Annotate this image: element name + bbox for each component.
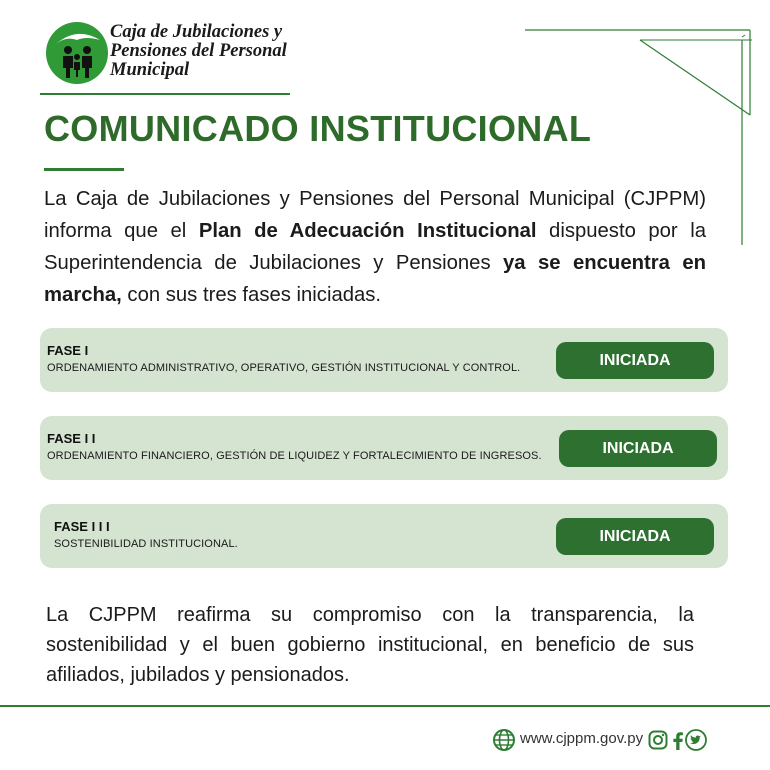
- page-title: COMUNICADO INSTITUCIONAL: [44, 108, 592, 149]
- logo-line-3: Municipal: [110, 60, 190, 80]
- footer-divider: [0, 705, 770, 707]
- intro-bold-status: ya se encuentra en marcha,: [44, 252, 706, 306]
- intro-bold-plan: Plan de Adecuación Institucional: [198, 220, 537, 242]
- intro-text-3: con sus tres fases iniciadas.: [121, 284, 382, 306]
- phase-description: ORDENAMIENTO ADMINISTRATIVO, OPERATIVO, GESTIÓN INSTITUCIONAL Y CONTROL.: [47, 362, 521, 374]
- phase-title: FASE I: [47, 343, 89, 358]
- family-icon: [46, 22, 108, 84]
- logo-line-2: Pensiones del Personal: [110, 41, 287, 61]
- phase-card-1: [40, 328, 728, 392]
- logo-line-1: Caja de Jubilaciones y: [110, 22, 283, 42]
- intro-text-2: dispuesto por la Superintendencia de Jubilaciones y Pensiones: [44, 220, 706, 274]
- phase-title: FASE I I I: [54, 519, 110, 534]
- instagram-icon[interactable]: [647, 729, 669, 751]
- intro-paragraph: [44, 183, 706, 311]
- phase-card-2: [40, 416, 728, 480]
- phase-description: SOSTENIBILIDAD INSTITUCIONAL.: [54, 538, 238, 550]
- website-link[interactable]: www.cjppm.gov.py: [520, 730, 644, 747]
- phase-status-button[interactable]: INICIADA: [559, 430, 717, 467]
- closing-paragraph: La CJPPM reafirma su compromiso con la transparencia, la sostenibilidad y el buen gobierno institucional, en beneficio de sus afiliados, jubilados y pensionados.: [46, 604, 694, 686]
- logo-emblem: [46, 22, 108, 84]
- phase-status-button[interactable]: INICIADA: [556, 342, 714, 379]
- logo-divider: [40, 93, 290, 95]
- twitter-icon[interactable]: [685, 729, 707, 751]
- logo-wordmark: [110, 23, 340, 80]
- globe-icon: [492, 728, 516, 752]
- phase-description: ORDENAMIENTO FINANCIERO, GESTIÓN DE LIQUIDEZ Y FORTALECIMIENTO DE INGRESOS.: [47, 450, 542, 462]
- phase-card-3: [40, 504, 728, 568]
- intro-text-1: La Caja de Jubilaciones y Pensiones del Personal Municipal (CJPPM) informa que el: [44, 188, 706, 242]
- phase-status-button[interactable]: INICIADA: [556, 518, 714, 555]
- title-divider: [44, 168, 124, 171]
- phase-title: FASE I I: [47, 431, 96, 446]
